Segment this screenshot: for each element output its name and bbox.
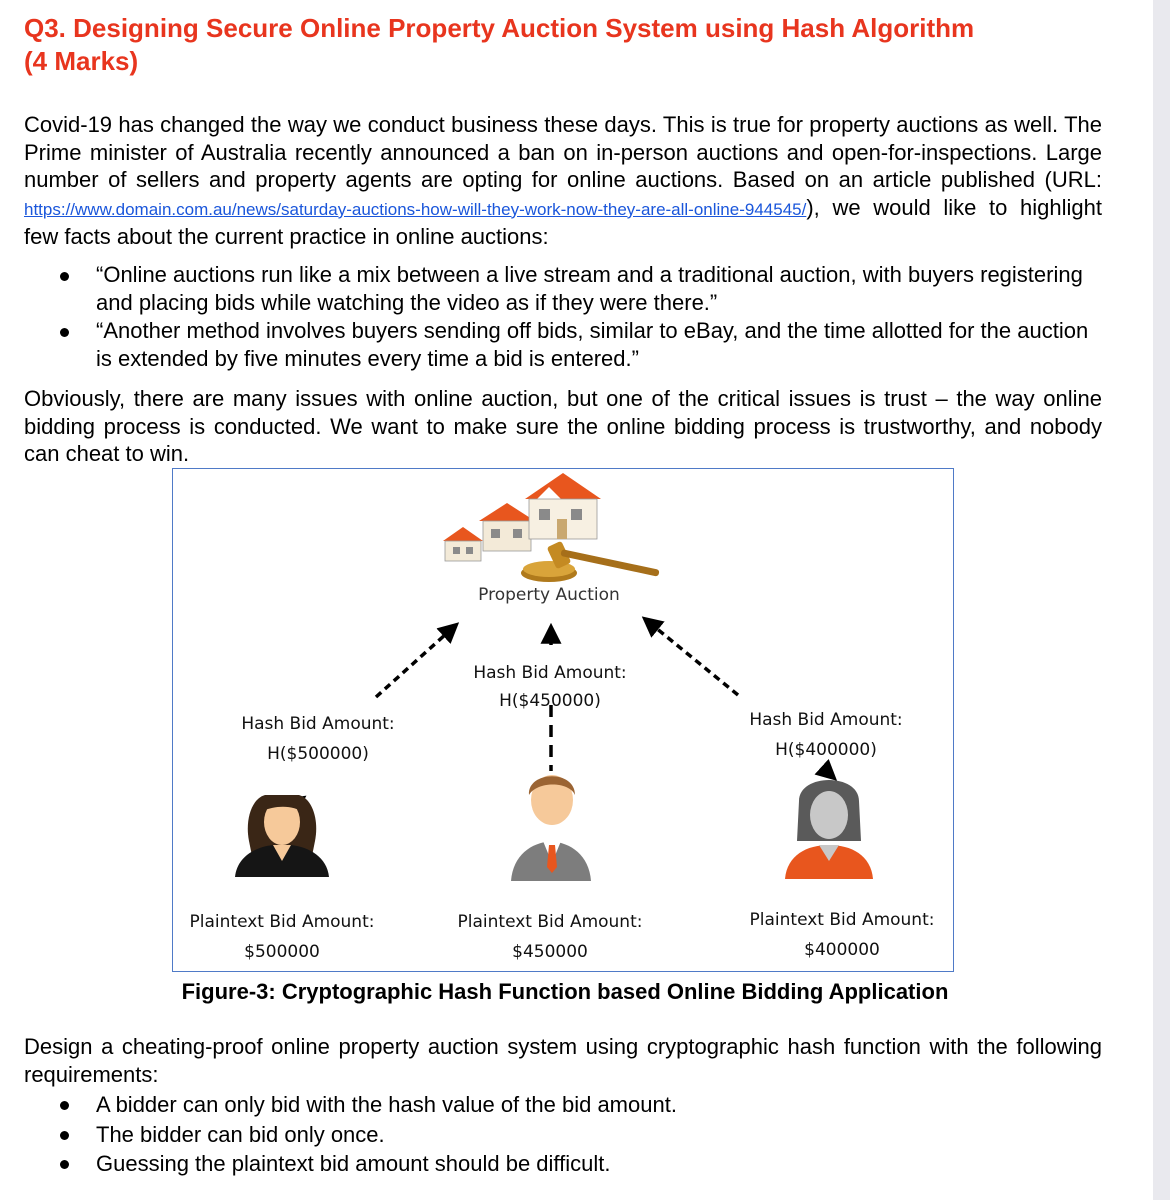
hash-bid-value: H($450000)	[499, 691, 601, 711]
figure-caption: Figure-3: Cryptographic Hash Function based Online Bidding Application	[181, 979, 949, 1004]
plaintext-bid-left	[173, 907, 391, 967]
hash-bid-label: Hash Bid Amount:	[749, 710, 903, 730]
requirement-item	[24, 1149, 1102, 1179]
bidder-woman-avatar	[235, 795, 329, 877]
intro-text-end: ), we would like to highlight few facts about the current practice in online auctions:	[24, 194, 1102, 249]
question-heading	[24, 12, 1124, 78]
hash-bid-value: H($400000)	[775, 740, 877, 760]
page-gutter	[1153, 0, 1170, 1200]
quote-text: “Another method involves buyers sending off bids, similar to eBay, and the time allotted for the auction is extended by five minutes every time a bid is entered.”	[96, 318, 1089, 371]
requirement-text: Guessing the plaintext bid amount should be difficult.	[96, 1151, 611, 1176]
gavel-icon	[521, 541, 660, 582]
intro-paragraph	[24, 111, 1102, 251]
hash-bid-label: Hash Bid Amount:	[241, 714, 395, 734]
bidder-man-avatar	[511, 775, 591, 881]
plaintext-bid-center	[441, 907, 659, 967]
house-icon	[443, 527, 483, 561]
property-auction-illustration	[443, 473, 660, 582]
plaintext-bid-value: $500000	[244, 942, 320, 962]
hash-bid-left	[213, 709, 423, 769]
plaintext-bid-label: Plaintext Bid Amount:	[749, 910, 935, 930]
bullet-icon	[60, 328, 69, 337]
plaintext-bid-label: Plaintext Bid Amount:	[457, 912, 643, 932]
bullet-icon	[60, 1131, 69, 1140]
bidder-avatar-grey	[785, 780, 873, 879]
design-paragraph: Design a cheating-proof online property auction system using cryptographic hash function with the following requirements:	[24, 1034, 1102, 1087]
quote-item	[24, 317, 1102, 373]
plaintext-bid-value: $450000	[512, 942, 588, 962]
plaintext-bid-right	[733, 905, 951, 965]
hash-bid-right	[721, 705, 931, 765]
arrow-right-to-center	[645, 619, 738, 695]
bullet-icon	[60, 1101, 69, 1110]
requirement-text: The bidder can bid only once.	[96, 1121, 385, 1147]
hash-bid-center	[443, 659, 657, 715]
article-url-link[interactable]: https://www.domain.com.au/news/saturday-auctions-how-will-they-work-now-they-are-all-online-944545/	[24, 199, 807, 219]
arrow-right-bidder	[823, 768, 834, 778]
issues-paragraph: Obviously, there are many issues with online auction, but one of the critical issues is trust – the way online bidding process is conducted. We want to make sure the online bidding process is trustworthy, and nobody can cheat to win.	[24, 386, 1102, 466]
bullet-icon	[60, 1160, 69, 1169]
requirement-item	[24, 1090, 1102, 1120]
quote-list	[24, 261, 1102, 373]
requirement-item	[24, 1120, 1102, 1150]
bullet-icon	[60, 272, 69, 281]
hash-bid-value: H($500000)	[267, 744, 369, 764]
plaintext-bid-value: $400000	[804, 940, 880, 960]
figure-3	[172, 468, 954, 972]
intro-text: Covid-19 has changed the way we conduct business these days. This is true for property auctions as well. The Prime minister of Australia recently announced a ban on in-person auctions and open-for-inspections. Large number of sellers and property agents are opting for online auctions. Based on an article published (URL:	[24, 112, 1102, 192]
quote-text: “Online auctions run like a mix between a live stream and a traditional auction, with buyers registering and placing bids while watching the video as if they were there.”	[96, 262, 1083, 315]
requirement-text: A bidder can only bid with the hash value of the bid amount.	[96, 1092, 677, 1117]
hash-bid-label: Hash Bid Amount:	[473, 663, 627, 683]
requirements-list	[24, 1090, 1102, 1179]
house-icon	[479, 503, 535, 551]
property-auction-label: Property Auction	[478, 585, 620, 605]
heading-line-1: Q3. Designing Secure Online Property Auction System using Hash Algorithm	[24, 13, 975, 43]
heading-line-2: (4 Marks)	[24, 46, 139, 76]
plaintext-bid-label: Plaintext Bid Amount:	[189, 912, 375, 932]
quote-item	[24, 261, 1102, 317]
house-icon	[525, 473, 601, 539]
